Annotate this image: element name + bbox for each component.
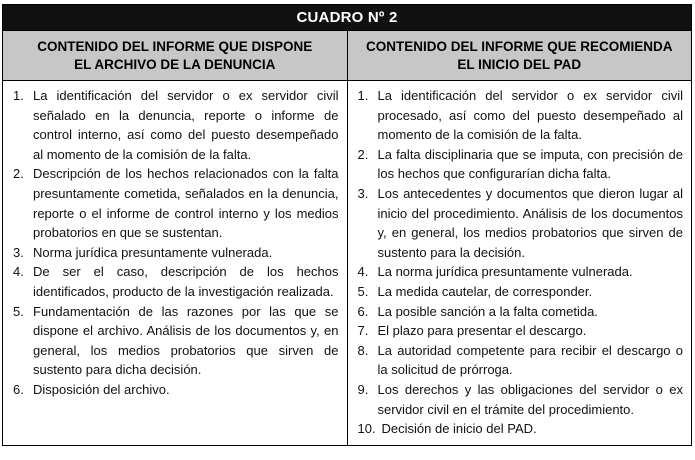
table-title: CUADRO Nº 2	[3, 5, 691, 30]
list-item	[358, 184, 684, 262]
item-number: 6.	[357, 303, 369, 319]
item-text: Descripción de los hechos relacionados con la falta presuntamente cometida, señalados en la denuncia, reporte o el informe de control interno y los medios probatorios en que se sustentan.	[33, 166, 339, 241]
item-text: La identificación del servidor o ex servidor civil señalado en la denuncia, reporte o informe de control interno, así como del puesto desempeñado al momento de la comisión de la falta.	[33, 88, 339, 162]
item-number: 7.	[357, 323, 369, 339]
item-number: 3.	[13, 244, 24, 260]
item-number: 5.	[13, 303, 24, 319]
list-item	[358, 262, 684, 282]
item-text: La identificación del servidor o ex servidor civil procesado, así como del puesto desempeñado al momento de la comisión de la falta.	[377, 88, 683, 143]
item-text: Fundamentación de las razones por las que se dispone el archivo. Análisis de los documentos y, en general, los medios probatorios que sirven de sustento para dicha decisión.	[33, 303, 339, 378]
item-text: La posible sanción a la falta cometida.	[377, 303, 598, 319]
item-number: 4.	[357, 264, 369, 280]
left-column	[3, 81, 347, 445]
left-list	[13, 86, 339, 400]
item-number: 1.	[357, 88, 369, 103]
list-item	[358, 302, 684, 322]
list-item	[13, 380, 339, 400]
list-item	[358, 380, 684, 419]
item-text: La medida cautelar, de corresponder.	[377, 283, 593, 299]
item-number: 9.	[357, 381, 369, 397]
item-number: 6.	[13, 381, 24, 397]
cuadro-table	[2, 4, 692, 446]
list-item	[358, 145, 684, 184]
list-item	[13, 262, 339, 301]
header-right: CONTENIDO DEL INFORME QUE RECOMIENDA EL INICIO DEL PAD	[347, 31, 692, 80]
item-text: El plazo para presentar el descargo.	[377, 323, 587, 339]
item-number: 3.	[357, 185, 369, 201]
item-number: 2.	[357, 146, 369, 162]
list-item	[358, 341, 684, 380]
item-text: Los antecedentes y documentos que dieron lugar al inicio del procedimiento. Análisis de los documentos y, en general, los medios probatorios que sirven de sustento para la decisión.	[377, 185, 683, 260]
item-text: La norma jurídica presuntamente vulnerada.	[377, 264, 633, 280]
item-text: La falta disciplinaria que se imputa, con precisión de los hechos que configurarían dicha falta.	[377, 146, 683, 182]
list-item	[358, 282, 684, 302]
item-text: De ser el caso, descripción de los hechos identificados, producto de la investigación realizada.	[33, 264, 339, 299]
item-number: 5.	[357, 283, 369, 299]
list-item	[358, 419, 684, 439]
item-number: 8.	[357, 342, 369, 358]
header-left: CONTENIDO DEL INFORME QUE DISPONE EL ARCHIVO DE LA DENUNCIA	[37, 38, 313, 72]
list-item	[13, 164, 339, 242]
item-text: La autoridad competente para recibir el descargo o la solicitud de prórroga.	[377, 342, 683, 378]
item-number: 1.	[13, 88, 24, 103]
item-number: 10.	[357, 421, 376, 437]
item-number: 4.	[13, 264, 24, 280]
list-item	[13, 243, 339, 263]
table-body	[3, 81, 691, 445]
item-number: 2.	[13, 166, 24, 182]
item-text: Decisión de inicio del PAD.	[381, 421, 537, 437]
list-item	[358, 86, 684, 145]
list-item	[358, 321, 684, 341]
right-list	[358, 86, 684, 439]
item-text: Disposición del archivo.	[33, 381, 170, 397]
right-column	[347, 81, 692, 445]
list-item	[13, 302, 339, 380]
item-text: Los derechos y las obligaciones del servidor o ex servidor civil en el trámite del procedimiento.	[377, 381, 683, 417]
column-headers	[3, 30, 691, 81]
list-item	[13, 86, 339, 164]
item-text: Norma jurídica presuntamente vulnerada.	[33, 244, 273, 260]
